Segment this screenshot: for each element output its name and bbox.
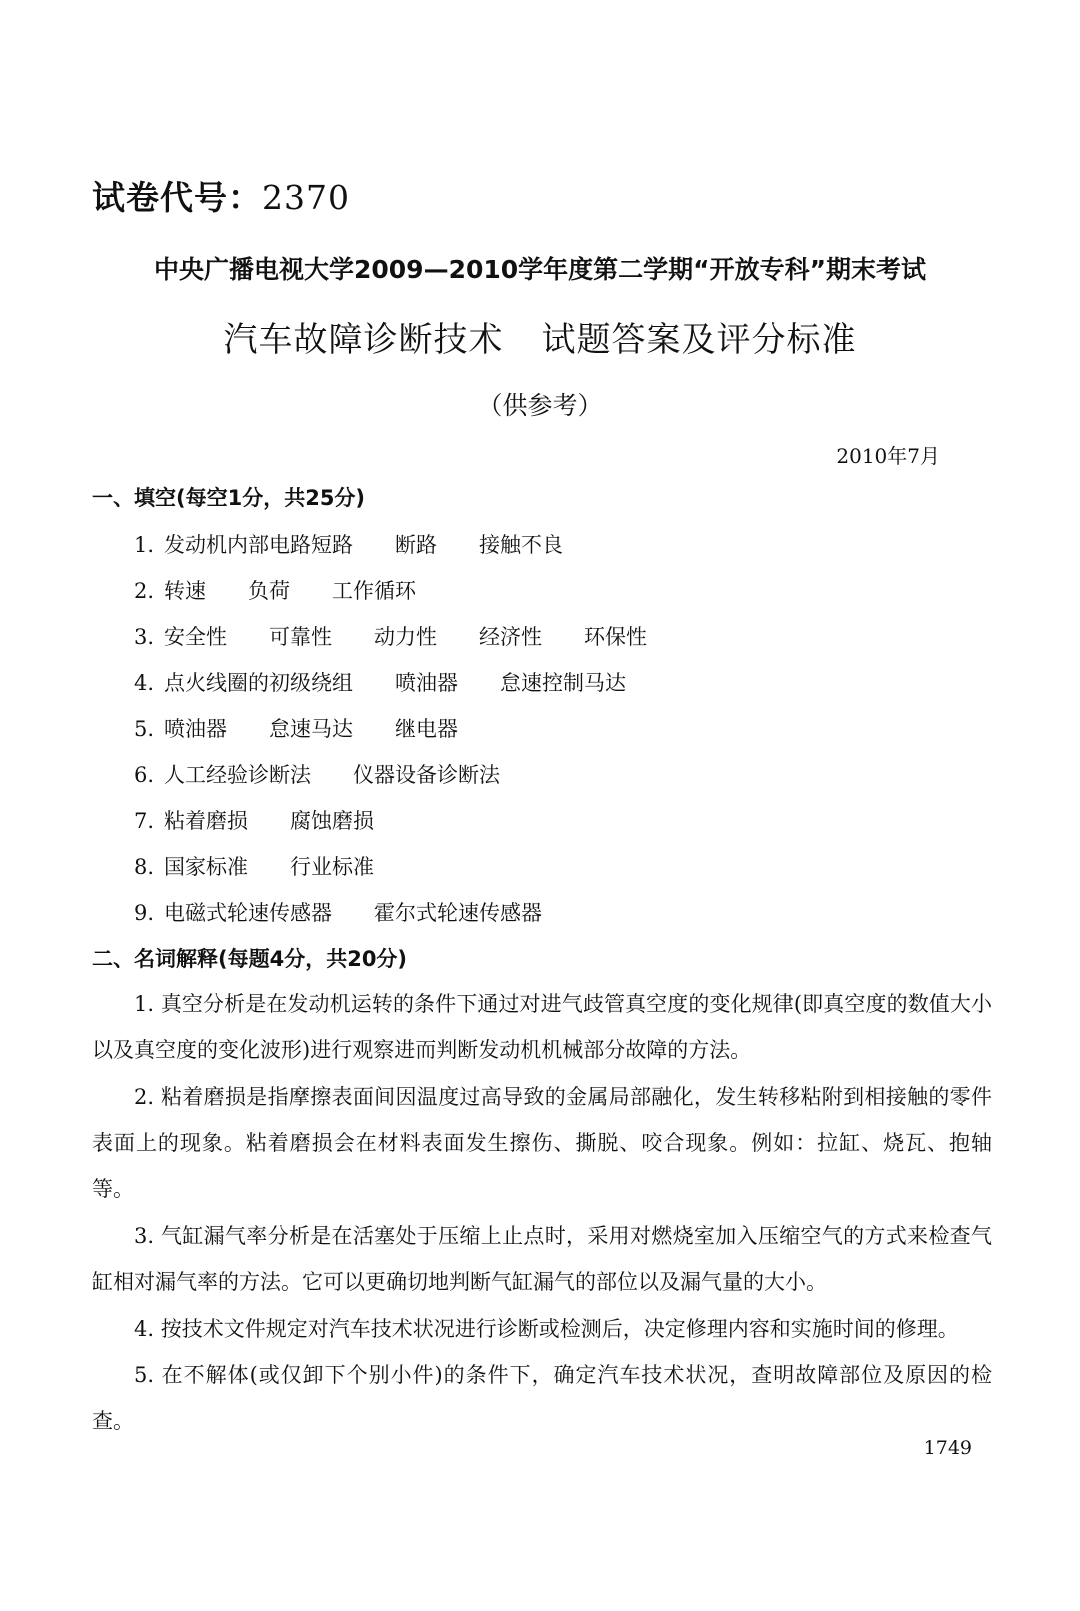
item-number: 3. bbox=[134, 625, 155, 649]
item-number: 4. bbox=[134, 671, 155, 695]
paper-code-label: 试卷代号： bbox=[92, 178, 262, 217]
answer-text: 工作循环 bbox=[332, 579, 416, 603]
paper-code-value: 2370 bbox=[262, 178, 350, 217]
definition-item: 3. 气缸漏气率分析是在活塞处于压缩上止点时，采用对燃烧室加入压缩空气的方式来检查气缸相对漏气率的方法。它可以更确切地判断气缸漏气的部位以及漏气量的大小。 bbox=[92, 1224, 992, 1294]
document-type: 试题答案及评分标准 bbox=[541, 320, 857, 360]
item-number: 5. bbox=[134, 717, 155, 741]
answer-text: 粘着磨损 bbox=[164, 809, 248, 833]
fill-in-item bbox=[134, 621, 689, 651]
answer-text: 霍尔式轮速传感器 bbox=[374, 901, 542, 925]
item-number: 7. bbox=[134, 809, 155, 833]
answer-text: 接触不良 bbox=[479, 533, 563, 557]
answer-text: 安全性 bbox=[164, 625, 227, 649]
item-number: 1. bbox=[134, 533, 155, 557]
definition-item: 4. 按技术文件规定对汽车技术状况进行诊断或检测后，决定修理内容和实施时间的修理。 bbox=[134, 1317, 959, 1341]
answer-text: 人工经验诊断法 bbox=[164, 763, 311, 787]
answer-text: 断路 bbox=[395, 533, 437, 557]
answer-text: 怠速控制马达 bbox=[500, 671, 626, 695]
answer-text: 动力性 bbox=[374, 625, 437, 649]
fill-in-item bbox=[134, 851, 416, 881]
fill-in-item bbox=[134, 805, 416, 835]
definition-item: 5. 在不解体(或仅卸下个别小件)的条件下，确定汽车技术状况，查明故障部位及原因的检查。 bbox=[92, 1363, 993, 1433]
reference-note: （供参考） bbox=[477, 391, 603, 420]
answer-text: 点火线圈的初级绕组 bbox=[164, 671, 353, 695]
answer-text: 行业标准 bbox=[290, 855, 374, 879]
item-number: 2. bbox=[134, 579, 155, 603]
fill-in-item bbox=[134, 529, 605, 559]
definition-item: 2. 粘着磨损是指摩擦表面间因温度过高导致的金属局部融化，发生转移粘附到相接触的零件表面上的现象。粘着磨损会在材料表面发生擦伤、撕脱、咬合现象。例如：拉缸、烧瓦、抱轴等。 bbox=[92, 1085, 992, 1201]
page-number: 1749 bbox=[923, 1437, 972, 1459]
document-title bbox=[0, 312, 1080, 361]
item-number: 9. bbox=[134, 901, 155, 925]
answer-text: 喷油器 bbox=[395, 671, 458, 695]
answer-text: 腐蚀磨损 bbox=[290, 809, 374, 833]
answer-text: 继电器 bbox=[395, 717, 458, 741]
fill-in-item bbox=[134, 575, 458, 605]
answer-text: 转速 bbox=[164, 579, 206, 603]
answer-text: 喷油器 bbox=[164, 717, 227, 741]
answer-text: 经济性 bbox=[479, 625, 542, 649]
fill-in-item bbox=[134, 759, 542, 789]
fill-in-item bbox=[134, 713, 500, 743]
answer-text: 可靠性 bbox=[269, 625, 332, 649]
answer-text: 仪器设备诊断法 bbox=[353, 763, 500, 787]
answer-text: 环保性 bbox=[584, 625, 647, 649]
answer-text: 国家标准 bbox=[164, 855, 248, 879]
item-number: 8. bbox=[134, 855, 155, 879]
section-heading-fill-in: 一、填空(每空1分，共25分) bbox=[92, 486, 366, 510]
answer-text: 发动机内部电路短路 bbox=[164, 533, 353, 557]
fill-in-item bbox=[134, 897, 584, 927]
item-number: 6. bbox=[134, 763, 155, 787]
course-name: 汽车故障诊断技术 bbox=[223, 320, 504, 360]
exam-title: 中央广播电视大学2009—2010学年度第二学期“开放专科”期末考试 bbox=[153, 255, 927, 284]
document-date: 2010年7月 bbox=[836, 444, 940, 468]
answer-text: 负荷 bbox=[248, 579, 290, 603]
fill-in-item bbox=[134, 667, 668, 697]
section-heading-definitions: 二、名词解释(每题4分，共20分) bbox=[92, 947, 408, 971]
definition-item: 1. 真空分析是在发动机运转的条件下通过对进气歧管真空度的变化规律(即真空度的数值大小以及真空度的变化波形)进行观察进而判断发动机机械部分故障的方法。 bbox=[92, 992, 992, 1062]
answer-text: 电磁式轮速传感器 bbox=[164, 901, 332, 925]
answer-text: 怠速马达 bbox=[269, 717, 353, 741]
paper-code bbox=[92, 172, 350, 219]
